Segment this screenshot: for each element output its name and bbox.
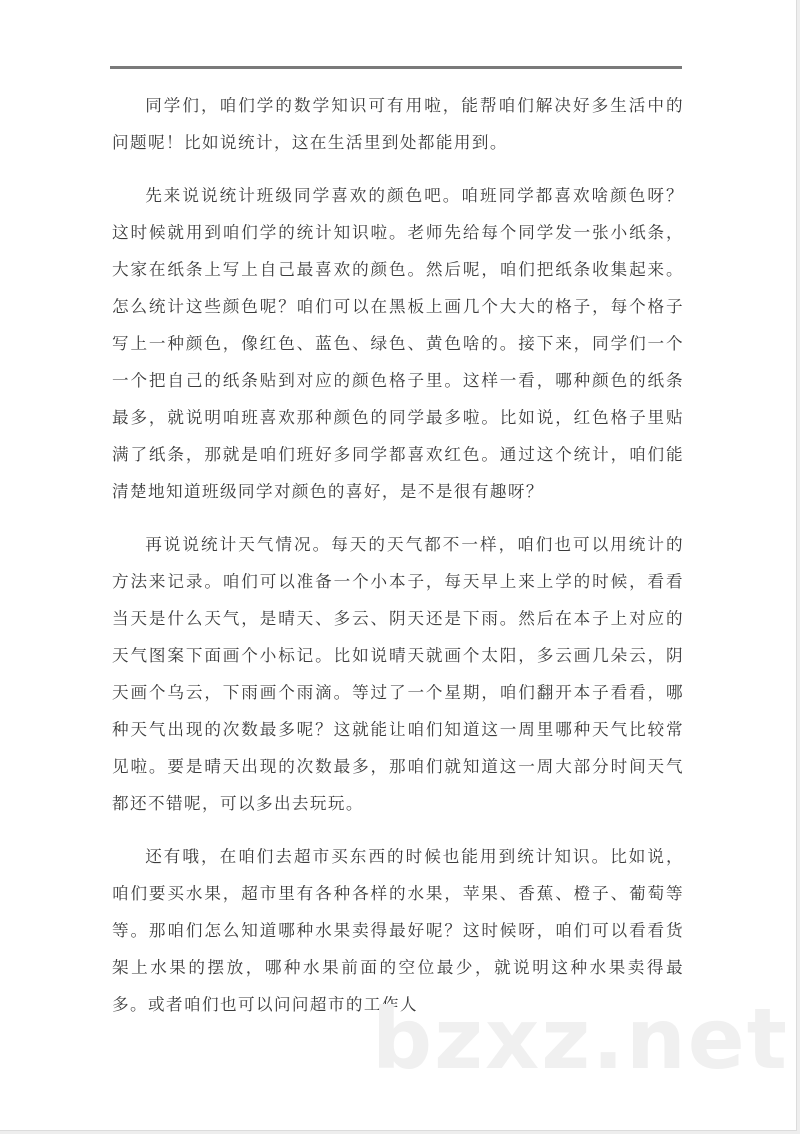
document-body bbox=[112, 87, 684, 1039]
paragraph-supermarket-statistics: 还有哦，在咱们去超市买东西的时候也能用到统计知识。比如说，咱们要买水果，超市里有各种各样的水果，苹果、香蕉、橙子、葡萄等等。那咱们怎么知道哪种水果卖得最好呢？这时候呀，咱们可以看看货架上水果的摆放，哪种水果前面的空位最少，就说明这种水果卖得最多。或者咱们也可以问问超市的工作人 bbox=[112, 847, 684, 1014]
header-rule bbox=[110, 66, 682, 69]
paragraph-weather-statistics: 再说说统计天气情况。每天的天气都不一样，咱们也可以用统计的方法来记录。咱们可以准备一个小本子，每天早上来上学的时候，看看当天是什么天气，是晴天、多云、阴天还是下雨。然后在本子上对应的天气图案下面画个小标记。比如说晴天就画个太阳，多云画几朵云，阴天画个乌云，下雨画个雨滴。等过了一个星期，咱们翻开本子看看，哪种天气出现的次数最多呢？这就能让咱们知道这一周里哪种天气比较常见啦。要是晴天出现的次数最多，那咱们就知道这一周大部分时间天气都还不错呢，可以多出去玩玩。 bbox=[112, 535, 684, 813]
paragraph-color-statistics: 先来说说统计班级同学喜欢的颜色吧。咱班同学都喜欢啥颜色呀？这时候就用到咱们学的统计知识啦。老师先给每个同学发一张小纸条，大家在纸条上写上自己最喜欢的颜色。然后呢，咱们把纸条收集起来。怎么统计这些颜色呢？咱们可以在黑板上画几个大大的格子，每个格子写上一种颜色，像红色、蓝色、绿色、黄色啥的。接下来，同学们一个一个把自己的纸条贴到对应的颜色格子里。这样一看，哪种颜色的纸条最多，就说明咱班喜欢那种颜色的同学最多啦。比如说，红色格子里贴满了纸条，那就是咱们班好多同学都喜欢红色。通过这个统计，咱们能清楚地知道班级同学对颜色的喜好，是不是很有趣呀？ bbox=[112, 186, 684, 501]
paragraph-intro: 同学们，咱们学的数学知识可有用啦，能帮咱们解决好多生活中的问题呢！比如说统计，这在生活里到处都能用到。 bbox=[112, 96, 684, 152]
watermark: bzxz.net bbox=[372, 990, 789, 1088]
